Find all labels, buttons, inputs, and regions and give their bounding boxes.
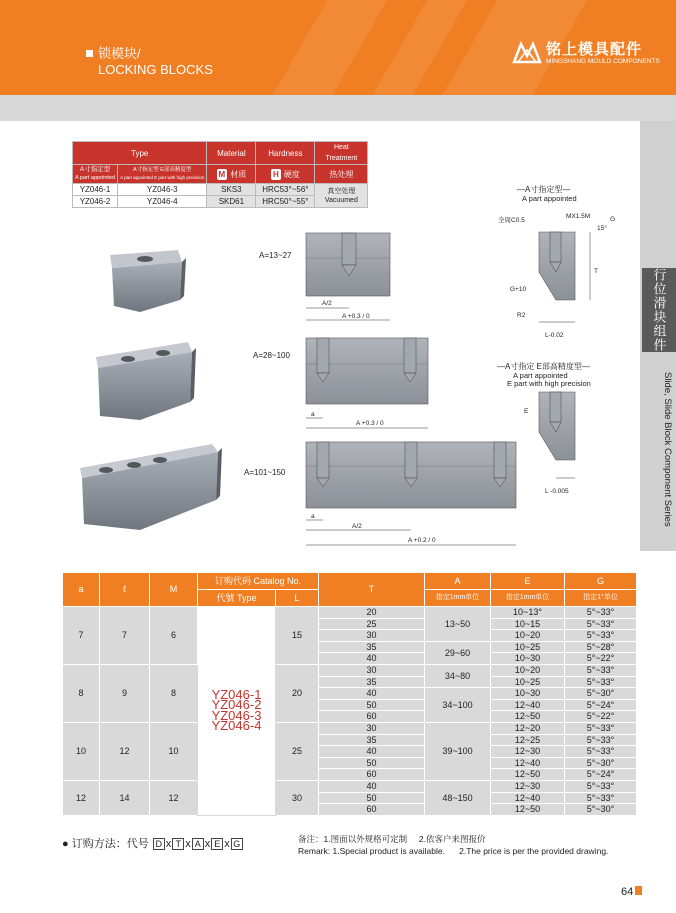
radius-label: R2 — [517, 312, 526, 319]
sidebar-category-tab[interactable]: 行位滑块组件 — [642, 268, 676, 352]
order-box-g: G — [231, 838, 243, 850]
table-row: 40 10~30 5°~22° — [63, 653, 637, 665]
order-box-d: D — [153, 838, 165, 850]
remark-en: Remark: 1.Special product is available. 2.The price is per the provided drawing. — [298, 846, 609, 856]
mat-row1-type-a: YZ046-1 — [73, 184, 118, 196]
mat-row2-material: SKD61 — [207, 196, 256, 208]
col-m: M — [150, 573, 198, 607]
angle-label: 15° — [597, 225, 607, 232]
col-E-sub: 指定1mm单位 — [491, 590, 565, 607]
drawing-a13-27 — [306, 233, 390, 320]
bullet-icon: ● — [62, 838, 69, 850]
col-a: a — [63, 573, 100, 607]
mat-header-material: Material — [207, 142, 256, 165]
table-row: 50 12~40 5°~24° — [63, 699, 637, 711]
type2-title-en-1: A part appointed — [513, 371, 568, 380]
drawing-a28-100 — [306, 338, 428, 428]
page-number: 64 — [621, 885, 642, 898]
order-box-e: E — [211, 838, 223, 850]
mat-row2-type-e: YZ046-4 — [118, 196, 207, 208]
order-box-a: A — [192, 838, 204, 850]
mat-row2-type-a: YZ046-2 — [73, 196, 118, 208]
mat-subtype-a: A寸指定型 A part appointed — [73, 165, 118, 184]
dim-a-2: A +0.3 / 0 — [356, 420, 384, 427]
side-view-type1 — [539, 232, 590, 322]
range-label-1: A=13~27 — [259, 251, 292, 260]
mat-row2-hardness: HRC50°~55° — [256, 196, 315, 208]
type2-title-cn: —A寸指定 E部高精度型— — [497, 362, 590, 371]
remarks — [298, 833, 608, 857]
dim-small-a-3: a — [311, 513, 315, 520]
table-row: 35 12~25 5°~33° — [63, 734, 637, 746]
col-G-sub: 指定1°单位 — [565, 590, 637, 607]
table-row: 35 10~25 5°~33° — [63, 676, 637, 688]
col-E: E — [491, 573, 565, 590]
type1-title-cn: —A寸指定型— — [517, 185, 571, 194]
table-row: 60 12~50 5°~30° — [63, 804, 637, 816]
col-l: ℓ — [100, 573, 150, 607]
order-label: 订购方法：代号 — [71, 838, 149, 850]
type2-title-en-2: E part with high precision — [507, 379, 591, 388]
order-method: ● 订购方法：代号 D x T x A x E x G — [62, 835, 244, 851]
dim-a-1: A +0.3 / 0 — [342, 313, 370, 320]
mat-header-heat: Heat Treatment — [315, 142, 368, 165]
thread-label: MX1.5M — [566, 213, 591, 220]
range-label-3: A=101~150 — [244, 468, 286, 477]
table-row: 10 12 10 25 30 39~100 12~20 5°~33° — [63, 722, 637, 734]
range-label-2: A=28~100 — [253, 351, 290, 360]
table-row: 35 29~60 10~25 5°~28° — [63, 641, 637, 653]
catalog-codes: YZ046-1 YZ046-2 YZ046-3 YZ046-4 — [198, 607, 276, 816]
table-row: 8 9 8 20 30 34~80 10~20 5°~33° — [63, 664, 637, 676]
table-row: 60 12~50 5°~24° — [63, 769, 637, 781]
title-en: LOCKING BLOCKS — [98, 62, 213, 77]
mat-heat-cn: 热处理 — [315, 165, 368, 184]
t-label: T — [594, 268, 598, 275]
col-t: T — [319, 573, 425, 607]
mat-header-type: Type — [73, 142, 207, 165]
mat-row1-type-e: YZ046-3 — [118, 184, 207, 196]
type1-title-en: A part appointed — [522, 194, 577, 203]
mat-heat-value: 真空处理 Vacuumed — [315, 184, 368, 208]
brand-name-cn: 铭上模具配件 — [546, 41, 643, 58]
chamfer-label: 全周C0.5 — [498, 217, 525, 224]
col-code-type: 代號 Type — [198, 590, 276, 607]
drawing-a101-150 — [306, 442, 516, 545]
table-row: 40 12~30 5°~33° — [63, 746, 637, 758]
col-A-sub: 指定1mm单位 — [425, 590, 491, 607]
remark-cn: 备注：1.图面以外规格可定制 2.依客户来图报价 — [298, 834, 486, 844]
mat-material-cn: M 材质 — [207, 165, 256, 184]
table-row: 50 12~40 5°~30° — [63, 757, 637, 769]
table-row: 40 34~100 10~30 5°~30° — [63, 688, 637, 700]
mat-subtype-e: A寸指定型 E部高精度型 A part appointed E part with high precision — [118, 165, 207, 184]
dim-small-a-2: a — [311, 411, 315, 418]
title-cn: 锁模块/ — [98, 46, 141, 61]
g10-label: G+10 — [510, 286, 527, 293]
mat-row1-hardness: HRC53°~56° — [256, 184, 315, 196]
col-A: A — [425, 573, 491, 590]
g-label: G — [610, 216, 616, 223]
table-row: 25 10~15 5°~33° — [63, 618, 637, 630]
brand-name-en: MINGSHANG MOULD COMPONENTS — [546, 58, 660, 65]
side-view-type2 — [539, 392, 575, 478]
mat-hardness-cn: H 硬度 — [256, 165, 315, 184]
table-row: 60 12~50 5°~22° — [63, 711, 637, 723]
product-photo-large — [80, 444, 222, 530]
col-G: G — [565, 573, 637, 590]
dim-half-1: A/2 — [322, 300, 332, 307]
col-L: L — [276, 590, 319, 607]
table-row: 12 14 12 30 40 48~150 12~30 5°~33° — [63, 780, 637, 792]
mat-header-hardness: Hardness — [256, 142, 315, 165]
table-row: 50 12~40 5°~33° — [63, 792, 637, 804]
product-photo-small — [110, 250, 186, 312]
mat-row1-material: SKS3 — [207, 184, 256, 196]
spec-table — [62, 572, 637, 816]
e-label: E — [524, 408, 529, 415]
dim-half-3: A/2 — [352, 523, 362, 530]
table-row: 7 7 6 YZ046-1 YZ046-2 YZ046-3 YZ046-4 15 20 13~50 10~13° 5°~33° — [63, 607, 637, 619]
l2-label: L -0.005 — [545, 488, 569, 495]
product-photo-medium — [96, 342, 196, 420]
dim-a-3: A +0.2 / 0 — [408, 537, 436, 544]
table-row: 30 10~20 5°~33° — [63, 630, 637, 642]
col-catalog: 订购代码 Catalog No. — [198, 573, 319, 590]
sidebar-series-title: Slide, Slide Block Component Series — [662, 371, 673, 527]
order-box-t: T — [172, 838, 184, 850]
l-label: L-0.02 — [545, 332, 564, 339]
